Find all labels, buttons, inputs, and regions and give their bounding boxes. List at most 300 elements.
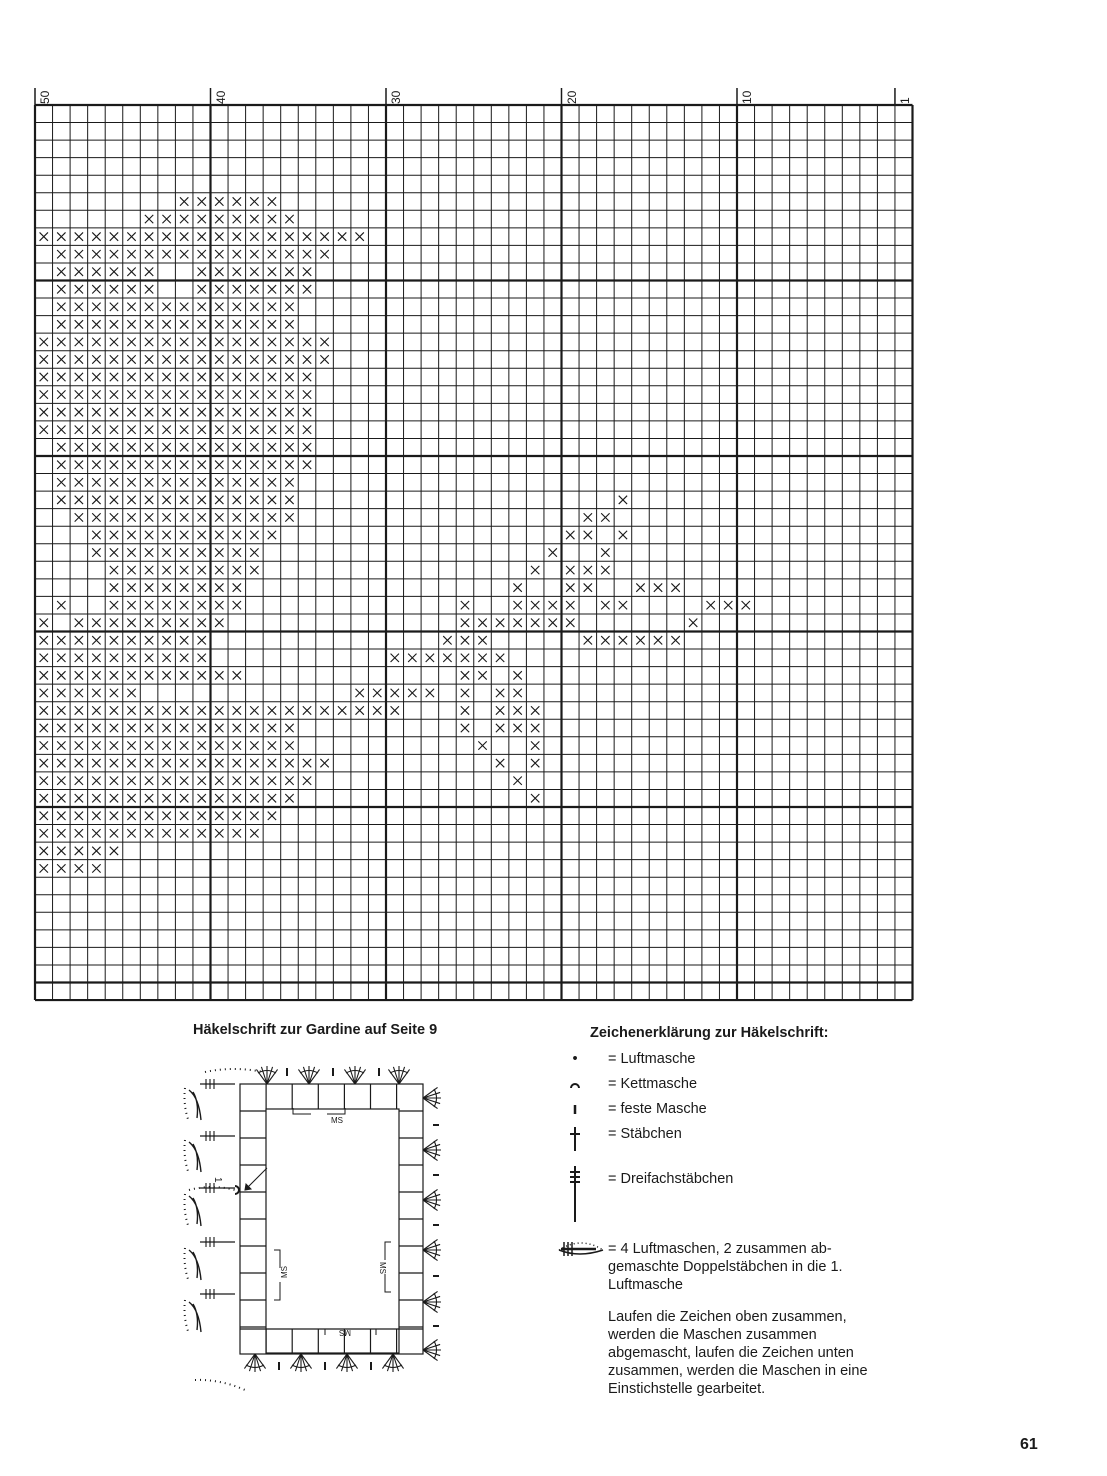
filled-cell-x xyxy=(145,303,153,311)
filled-cell-x xyxy=(127,812,135,820)
filled-cell-x xyxy=(268,215,276,223)
filled-cell-x xyxy=(513,583,521,591)
filled-cell-x xyxy=(513,689,521,697)
filled-cell-x xyxy=(461,724,469,732)
filled-cell-x xyxy=(162,583,170,591)
filled-cell-x xyxy=(110,619,118,627)
filled-cell-x xyxy=(250,268,258,276)
filled-cell-x xyxy=(461,706,469,714)
filled-cell-x xyxy=(145,320,153,328)
filled-cell-x xyxy=(215,232,223,240)
filled-cell-x xyxy=(162,373,170,381)
filled-cell-x xyxy=(92,759,100,767)
filled-cell-x xyxy=(127,303,135,311)
filled-cell-x xyxy=(513,619,521,627)
filled-cell-x xyxy=(92,513,100,521)
filled-cell-x xyxy=(250,461,258,469)
filled-cell-x xyxy=(198,268,206,276)
chain-dots xyxy=(185,1194,190,1228)
filled-cell-x xyxy=(92,425,100,433)
filled-cell-x xyxy=(233,268,241,276)
filled-cell-x xyxy=(250,232,258,240)
filled-cell-x xyxy=(268,478,276,486)
filled-cell-x xyxy=(75,671,83,679)
filled-cell-x xyxy=(198,671,206,679)
filled-cell-x xyxy=(127,671,135,679)
filled-cell-x xyxy=(268,425,276,433)
filled-cell-x xyxy=(40,671,48,679)
filled-cell-x xyxy=(461,601,469,609)
filled-cell-x xyxy=(355,232,363,240)
filled-cell-x xyxy=(127,461,135,469)
filled-cell-x xyxy=(92,812,100,820)
filled-cell-x xyxy=(215,583,223,591)
filled-cell-x xyxy=(320,355,328,363)
filled-cell-x xyxy=(127,583,135,591)
filled-cell-x xyxy=(92,408,100,416)
filled-cell-x xyxy=(127,531,135,539)
filled-cell-x xyxy=(162,338,170,346)
filled-cell-x xyxy=(531,619,539,627)
filled-cell-x xyxy=(40,232,48,240)
filled-cell-x xyxy=(198,513,206,521)
filled-cell-x xyxy=(549,601,557,609)
filled-cell-x xyxy=(496,619,504,627)
filled-cell-x xyxy=(566,583,574,591)
cluster-symbol xyxy=(189,1142,201,1172)
filled-cell-x xyxy=(531,759,539,767)
filled-cell-x xyxy=(250,566,258,574)
filled-cell-x xyxy=(75,689,83,697)
filled-cell-x xyxy=(110,496,118,504)
filled-cell-x xyxy=(198,759,206,767)
filled-cell-x xyxy=(268,443,276,451)
filled-cell-x xyxy=(110,390,118,398)
filled-cell-x xyxy=(285,443,293,451)
filled-cell-x xyxy=(268,285,276,293)
filled-cell-x xyxy=(57,478,65,486)
filled-cell-x xyxy=(180,619,188,627)
filled-cell-x xyxy=(40,355,48,363)
chain-dots xyxy=(195,1380,245,1390)
filled-cell-x xyxy=(180,794,188,802)
filled-cell-x xyxy=(426,689,434,697)
ms-label-bottom: MS xyxy=(339,1328,351,1337)
filled-cell-x xyxy=(40,794,48,802)
filled-cell-x xyxy=(268,812,276,820)
filled-cell-x xyxy=(285,285,293,293)
filled-cell-x xyxy=(40,373,48,381)
filled-cell-x xyxy=(40,338,48,346)
filled-cell-x xyxy=(40,829,48,837)
filled-cell-x xyxy=(145,583,153,591)
filled-cell-x xyxy=(391,706,399,714)
filled-cell-x xyxy=(180,741,188,749)
filled-cell-x xyxy=(145,776,153,784)
filled-cell-x xyxy=(619,496,627,504)
filled-cell-x xyxy=(110,847,118,855)
filled-cell-x xyxy=(233,794,241,802)
filled-cell-x xyxy=(250,531,258,539)
filled-cell-x xyxy=(268,408,276,416)
filled-cell-x xyxy=(92,373,100,381)
filled-cell-x xyxy=(92,478,100,486)
filled-cell-x xyxy=(75,706,83,714)
filled-cell-x xyxy=(92,320,100,328)
filled-cell-x xyxy=(145,250,153,258)
filled-cell-x xyxy=(40,759,48,767)
filled-cell-x xyxy=(145,741,153,749)
filled-cell-x xyxy=(250,285,258,293)
filled-cell-x xyxy=(268,741,276,749)
filled-cell-x xyxy=(127,338,135,346)
filled-cell-x xyxy=(268,794,276,802)
filled-cell-x xyxy=(233,250,241,258)
filled-cell-x xyxy=(40,654,48,662)
filled-cell-x xyxy=(250,338,258,346)
filled-cell-x xyxy=(92,548,100,556)
filled-cell-x xyxy=(110,636,118,644)
filled-cell-x xyxy=(531,601,539,609)
filled-cell-x xyxy=(145,548,153,556)
filled-cell-x xyxy=(233,829,241,837)
filled-cell-x xyxy=(285,425,293,433)
filled-cell-x xyxy=(566,619,574,627)
filled-cell-x xyxy=(127,355,135,363)
page-number: 61 xyxy=(1020,1436,1038,1453)
filled-cell-x xyxy=(426,654,434,662)
filled-cell-x xyxy=(215,812,223,820)
filled-cell-x xyxy=(233,776,241,784)
column-number-10: 10 xyxy=(740,90,754,104)
filled-cell-x xyxy=(215,320,223,328)
filled-cell-x xyxy=(250,776,258,784)
legend-cluster-line3: Luftmasche xyxy=(608,1277,683,1293)
stitch-fan xyxy=(423,1139,441,1160)
filled-cell-x xyxy=(198,443,206,451)
filled-cell-x xyxy=(57,812,65,820)
filled-cell-x xyxy=(285,706,293,714)
filled-cell-x xyxy=(233,390,241,398)
cluster-symbol xyxy=(189,1196,201,1226)
filled-cell-x xyxy=(531,706,539,714)
filled-cell-x xyxy=(233,461,241,469)
filled-cell-x xyxy=(303,285,311,293)
filled-cell-x xyxy=(180,338,188,346)
filled-cell-x xyxy=(303,390,311,398)
filled-cell-x xyxy=(180,373,188,381)
filled-cell-x xyxy=(285,215,293,223)
filled-cell-x xyxy=(180,320,188,328)
filled-cell-x xyxy=(320,759,328,767)
filled-cell-x xyxy=(268,531,276,539)
filled-cell-x xyxy=(92,636,100,644)
filled-cell-x xyxy=(127,636,135,644)
filled-cell-x xyxy=(127,548,135,556)
filled-cell-x xyxy=(145,338,153,346)
filled-cell-x xyxy=(92,741,100,749)
filled-cell-x xyxy=(57,794,65,802)
filled-cell-x xyxy=(110,724,118,732)
filled-cell-x xyxy=(110,425,118,433)
filled-cell-x xyxy=(40,741,48,749)
filled-cell-x xyxy=(285,338,293,346)
filled-cell-x xyxy=(145,425,153,433)
cluster-symbol xyxy=(189,1302,201,1332)
filled-cell-x xyxy=(162,812,170,820)
filled-cell-x xyxy=(198,776,206,784)
filled-cell-x xyxy=(162,355,170,363)
filled-cell-x xyxy=(40,619,48,627)
filled-cell-x xyxy=(127,232,135,240)
filled-cell-x xyxy=(250,197,258,205)
legend-title: Zeichenerklärung zur Häkelschrift: xyxy=(590,1025,829,1041)
filled-cell-x xyxy=(180,566,188,574)
filled-cell-x xyxy=(285,355,293,363)
filled-cell-x xyxy=(57,829,65,837)
filled-cell-x xyxy=(162,513,170,521)
filled-cell-x xyxy=(162,548,170,556)
filled-cell-x xyxy=(215,443,223,451)
ms-label-left: MS xyxy=(280,1266,289,1278)
filled-cell-x xyxy=(40,390,48,398)
filled-cell-x xyxy=(619,636,627,644)
filled-cell-x xyxy=(180,583,188,591)
filled-cell-x xyxy=(180,776,188,784)
filled-cell-x xyxy=(584,513,592,521)
filled-cell-x xyxy=(215,197,223,205)
filled-cell-x xyxy=(40,724,48,732)
filled-cell-x xyxy=(496,689,504,697)
filled-cell-x xyxy=(215,390,223,398)
filled-cell-x xyxy=(180,355,188,363)
filled-cell-x xyxy=(110,355,118,363)
filled-cell-x xyxy=(461,689,469,697)
filled-cell-x xyxy=(233,320,241,328)
filled-cell-x xyxy=(162,408,170,416)
filled-cell-x xyxy=(478,671,486,679)
chain-dots xyxy=(185,1140,190,1174)
filled-cell-x xyxy=(584,531,592,539)
filled-cell-x xyxy=(180,390,188,398)
filled-cell-x xyxy=(198,741,206,749)
filled-cell-x xyxy=(75,461,83,469)
filled-cell-x xyxy=(303,250,311,258)
stitch-fan xyxy=(423,1339,441,1360)
filled-cell-x xyxy=(233,496,241,504)
filled-cell-x xyxy=(215,548,223,556)
filled-cell-x xyxy=(40,847,48,855)
filled-cell-x xyxy=(198,654,206,662)
filled-cell-x xyxy=(566,566,574,574)
filled-cell-x xyxy=(601,513,609,521)
filled-cell-x xyxy=(233,425,241,433)
filled-cell-x xyxy=(40,636,48,644)
filled-cell-x xyxy=(531,566,539,574)
filled-cell-x xyxy=(250,443,258,451)
filled-cell-x xyxy=(478,636,486,644)
filled-cell-x xyxy=(110,759,118,767)
filled-cell-x xyxy=(320,706,328,714)
filled-cell-x xyxy=(513,724,521,732)
ms-label-right: MS xyxy=(378,1262,387,1274)
filled-cell-x xyxy=(127,390,135,398)
filled-cell-x xyxy=(110,408,118,416)
filled-cell-x xyxy=(215,776,223,784)
filled-cell-x xyxy=(654,583,662,591)
filled-cell-x xyxy=(268,461,276,469)
filled-cell-x xyxy=(180,408,188,416)
column-number-50: 50 xyxy=(38,90,52,104)
filled-cell-x xyxy=(75,829,83,837)
filled-cell-x xyxy=(145,390,153,398)
filled-cell-x xyxy=(162,390,170,398)
filled-cell-x xyxy=(408,654,416,662)
filled-cell-x xyxy=(110,601,118,609)
filled-cell-x xyxy=(478,654,486,662)
filled-cell-x xyxy=(198,215,206,223)
filled-cell-x xyxy=(40,812,48,820)
filled-cell-x xyxy=(303,425,311,433)
filled-cell-x xyxy=(478,741,486,749)
filled-cell-x xyxy=(75,320,83,328)
filled-cell-x xyxy=(268,197,276,205)
filled-cell-x xyxy=(215,478,223,486)
filled-cell-x xyxy=(57,601,65,609)
filled-cell-x xyxy=(57,864,65,872)
filled-cell-x xyxy=(215,373,223,381)
filled-cell-x xyxy=(75,250,83,258)
filled-cell-x xyxy=(233,303,241,311)
filled-cell-x xyxy=(145,706,153,714)
filled-cell-x xyxy=(127,619,135,627)
filled-cell-x xyxy=(127,496,135,504)
filled-cell-x xyxy=(268,724,276,732)
filled-cell-x xyxy=(513,776,521,784)
filled-cell-x xyxy=(145,531,153,539)
filled-cell-x xyxy=(75,513,83,521)
filled-cell-x xyxy=(233,285,241,293)
filled-cell-x xyxy=(198,408,206,416)
filled-cell-x xyxy=(162,250,170,258)
filled-cell-x xyxy=(671,636,679,644)
chain-dots xyxy=(185,1248,190,1282)
filled-cell-x xyxy=(180,548,188,556)
column-number-1: 1 xyxy=(898,97,912,104)
filled-cell-x xyxy=(162,759,170,767)
filled-cell-x xyxy=(198,636,206,644)
cluster-symbol xyxy=(189,1250,201,1280)
filled-cell-x xyxy=(145,373,153,381)
filled-cell-x xyxy=(145,461,153,469)
filled-cell-x xyxy=(636,636,644,644)
filled-cell-x xyxy=(513,601,521,609)
filled-cell-x xyxy=(162,794,170,802)
filled-cell-x xyxy=(285,513,293,521)
filled-cell-x xyxy=(127,689,135,697)
filled-cell-x xyxy=(250,724,258,732)
filled-cell-x xyxy=(162,654,170,662)
filled-cell-x xyxy=(180,513,188,521)
filled-cell-x xyxy=(57,706,65,714)
filled-cell-x xyxy=(127,320,135,328)
filled-cell-x xyxy=(250,812,258,820)
filled-cell-x xyxy=(268,232,276,240)
filled-cell-x xyxy=(145,724,153,732)
filled-cell-x xyxy=(110,285,118,293)
filled-cell-x xyxy=(215,355,223,363)
filled-cell-x xyxy=(268,373,276,381)
filled-cell-x xyxy=(215,724,223,732)
filled-cell-x xyxy=(145,619,153,627)
filled-cell-x xyxy=(233,741,241,749)
filled-cell-x xyxy=(268,320,276,328)
filled-cell-x xyxy=(268,355,276,363)
edging-diagram xyxy=(175,1050,475,1410)
filled-cell-x xyxy=(215,829,223,837)
filled-cell-x xyxy=(636,583,644,591)
column-number-20: 20 xyxy=(565,90,579,104)
filled-cell-x xyxy=(215,706,223,714)
filled-cell-x xyxy=(127,425,135,433)
filled-cell-x xyxy=(285,373,293,381)
filled-cell-x xyxy=(75,864,83,872)
filled-cell-x xyxy=(57,741,65,749)
cluster-symbol xyxy=(189,1090,201,1120)
filled-cell-x xyxy=(198,425,206,433)
filled-cell-x xyxy=(40,776,48,784)
dot-icon: • xyxy=(572,1051,578,1067)
filled-cell-x xyxy=(92,776,100,784)
filled-cell-x xyxy=(250,215,258,223)
filled-cell-x xyxy=(110,303,118,311)
filled-cell-x xyxy=(461,654,469,662)
filled-cell-x xyxy=(198,390,206,398)
filled-cell-x xyxy=(110,794,118,802)
filled-cell-x xyxy=(355,689,363,697)
filled-cell-x xyxy=(250,741,258,749)
filled-cell-x xyxy=(75,724,83,732)
filled-cell-x xyxy=(461,636,469,644)
filled-cell-x xyxy=(285,741,293,749)
ms-label-top: MS xyxy=(331,1116,343,1125)
legend-note: Laufen die Zeichen oben zusammen, werden die Maschen zusammen abgemascht, laufen die Zeichen unten zusammen, werden die Maschen in eine Einstichstelle gearbeitet. xyxy=(608,1309,868,1397)
filled-cell-x xyxy=(162,320,170,328)
filled-cell-x xyxy=(303,232,311,240)
filled-cell-x xyxy=(601,548,609,556)
filled-cell-x xyxy=(75,285,83,293)
filled-cell-x xyxy=(285,408,293,416)
filled-cell-x xyxy=(303,706,311,714)
filled-cell-x xyxy=(320,232,328,240)
filled-cell-x xyxy=(92,390,100,398)
filled-cell-x xyxy=(127,706,135,714)
filled-cell-x xyxy=(549,548,557,556)
filled-cell-x xyxy=(75,268,83,276)
filled-cell-x xyxy=(57,461,65,469)
filled-cell-x xyxy=(162,443,170,451)
filled-cell-x xyxy=(110,268,118,276)
filled-cell-x xyxy=(549,619,557,627)
filled-cell-x xyxy=(215,461,223,469)
filled-cell-x xyxy=(92,847,100,855)
filled-cell-x xyxy=(162,724,170,732)
filled-cell-x xyxy=(233,548,241,556)
filled-cell-x xyxy=(127,285,135,293)
chain-dots xyxy=(185,1300,190,1334)
stitch-fan xyxy=(290,1354,311,1372)
filled-cell-x xyxy=(110,478,118,486)
